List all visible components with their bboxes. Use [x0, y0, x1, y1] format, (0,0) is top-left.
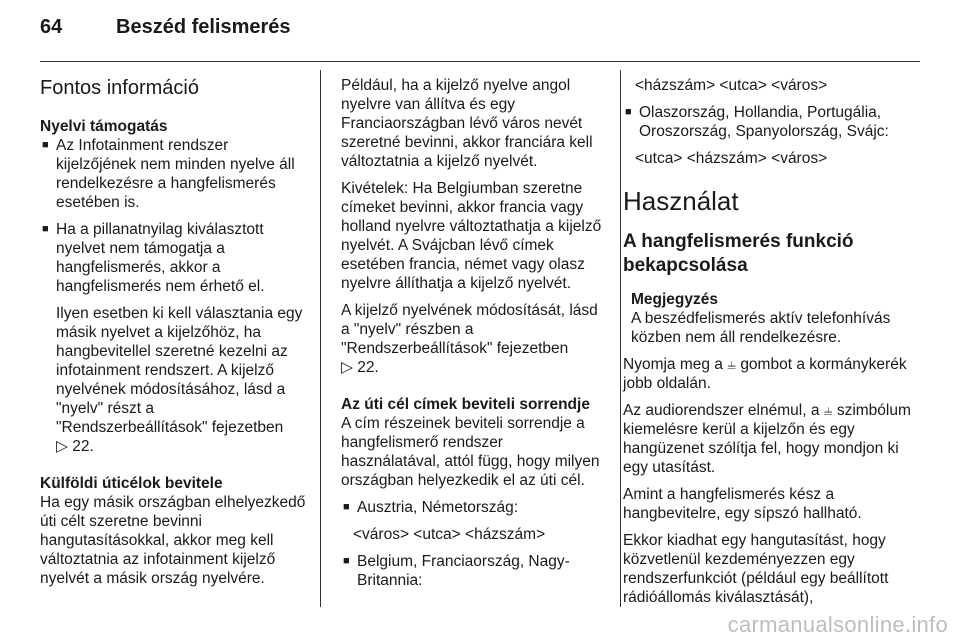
paragraph: Amint a hangfelismerés kész a hangbevitelre, egy sípszó hallható. — [623, 486, 862, 522]
address-format: <házszám> <utca> <város> — [635, 77, 828, 94]
subsection-heading: A hangfelismerés funkció bekapcsolása — [623, 231, 854, 276]
paragraph: Nyomja meg a ⫨ gombot a kormánykerék jobb oldalán. — [623, 356, 907, 392]
chapter-title: Beszéd felismerés — [116, 16, 291, 38]
section-heading: Használat — [623, 186, 739, 216]
page-reference-arrow-icon: ▷ — [56, 438, 68, 455]
voice-command-icon: ⫨ — [823, 402, 833, 419]
column-3 — [623, 76, 923, 615]
address-format: <város> <utca> <házszám> — [353, 526, 546, 543]
page-number: 64 — [40, 16, 63, 38]
bullet-item: ■ Belgium, Franciaország, Nagy-Britannia: — [341, 552, 605, 590]
watermark: carmanualsonline.info — [727, 612, 948, 637]
column-1 — [40, 76, 306, 596]
paragraph: Az audiorendszer elnémul, a ⫨ szimbólum kiemelésre kerül a kijelzőn és egy hangüzenet szólítja fel, hogy mondjon ki egy utasítást. — [623, 402, 911, 476]
paragraph: Például, ha a kijelző nyelve angol nyelvre van állítva és egy Franciaországban lévő város nevét szeretné bevinni, akkor franciára kell változtatnia a kijelző nyelvét. — [341, 77, 593, 170]
note-title: Megjegyzés — [631, 291, 719, 308]
page-reference[interactable]: 22. — [357, 359, 379, 376]
paragraph: A cím részeinek beviteli sorrendje a hangfelismerő rendszer használatával, attól függ, hogy milyen országban helyezkedik el az úti cél. — [341, 415, 600, 489]
header-divider — [40, 61, 920, 62]
bullet-item: ■ Olaszország, Hollandia, Portugália, Oroszország, Spanyolország, Svájc: — [623, 103, 923, 141]
subsection-title: Nyelvi támogatás — [40, 118, 168, 135]
paragraph: Ekkor kiadhat egy hangutasítást, hogy közvetlenül kezdeményezzen egy rendszerfunkciót (például egy beállított rádióállomás kiválasztását), — [623, 532, 889, 606]
paragraph: Ilyen esetben ki kell választania egy másik nyelvet a kijelzőhöz, ha hangbevitellel szeretné kezelni az infotainment rendszert. A kijelző nyelvének módosításához, lásd a "nyelv" részt a "Rendszerbeállítások" fejezetben ▷ 22. — [56, 305, 303, 455]
paragraph: Ha egy másik országban elhelyezkedő úti célt szeretne bevinni hangutasításokkal, akkor meg kell változtatnia az infotainment kijelző nyelvét a másik ország nyelvére. — [40, 494, 306, 587]
voice-command-icon: ⫨ — [727, 356, 736, 373]
column-2 — [341, 76, 605, 598]
bullet-item: ■ Az Infotainment rendszer kijelzőjének nem minden nyelve áll rendelkezésre a hangfelismerés esetében is. — [40, 136, 306, 212]
bullet-item: ■ Ha a pillanatnyilag kiválasztott nyelvet nem támogatja a hangfelismerés, akkor a hangfelismerés nem érhető el. — [40, 220, 306, 296]
column-divider — [320, 70, 321, 607]
note-box — [623, 290, 923, 347]
page-header — [40, 16, 291, 48]
page-reference[interactable]: 22. — [72, 438, 94, 455]
subsection-title: Külföldi úticélok bevitele — [40, 475, 223, 492]
section-heading: Fontos információ — [40, 77, 199, 99]
note-text: A beszédfelismerés aktív telefonhívás közben nem áll rendelkezésre. — [631, 310, 891, 346]
column-divider — [620, 70, 621, 607]
paragraph: Kivételek: Ha Belgiumban szeretne címeket bevinni, akkor francia vagy holland nyelvre változtathatja a kijelző nyelvét. A Svájcban lévő címek esetében francia, német vagy olasz nyelvre állíthatja a kijelző nyelvét. — [341, 180, 602, 292]
bullet-item: ■ Ausztria, Németország: — [341, 498, 605, 517]
paragraph: A kijelző nyelvének módosítását, lásd a "nyelv" részben a "Rendszerbeállítások" fejezetben ▷ 22. — [341, 302, 598, 376]
subsection-title: Az úti cél címek beviteli sorrendje — [341, 396, 590, 413]
page-reference-arrow-icon: ▷ — [341, 359, 353, 376]
address-format: <utca> <házszám> <város> — [635, 150, 828, 167]
